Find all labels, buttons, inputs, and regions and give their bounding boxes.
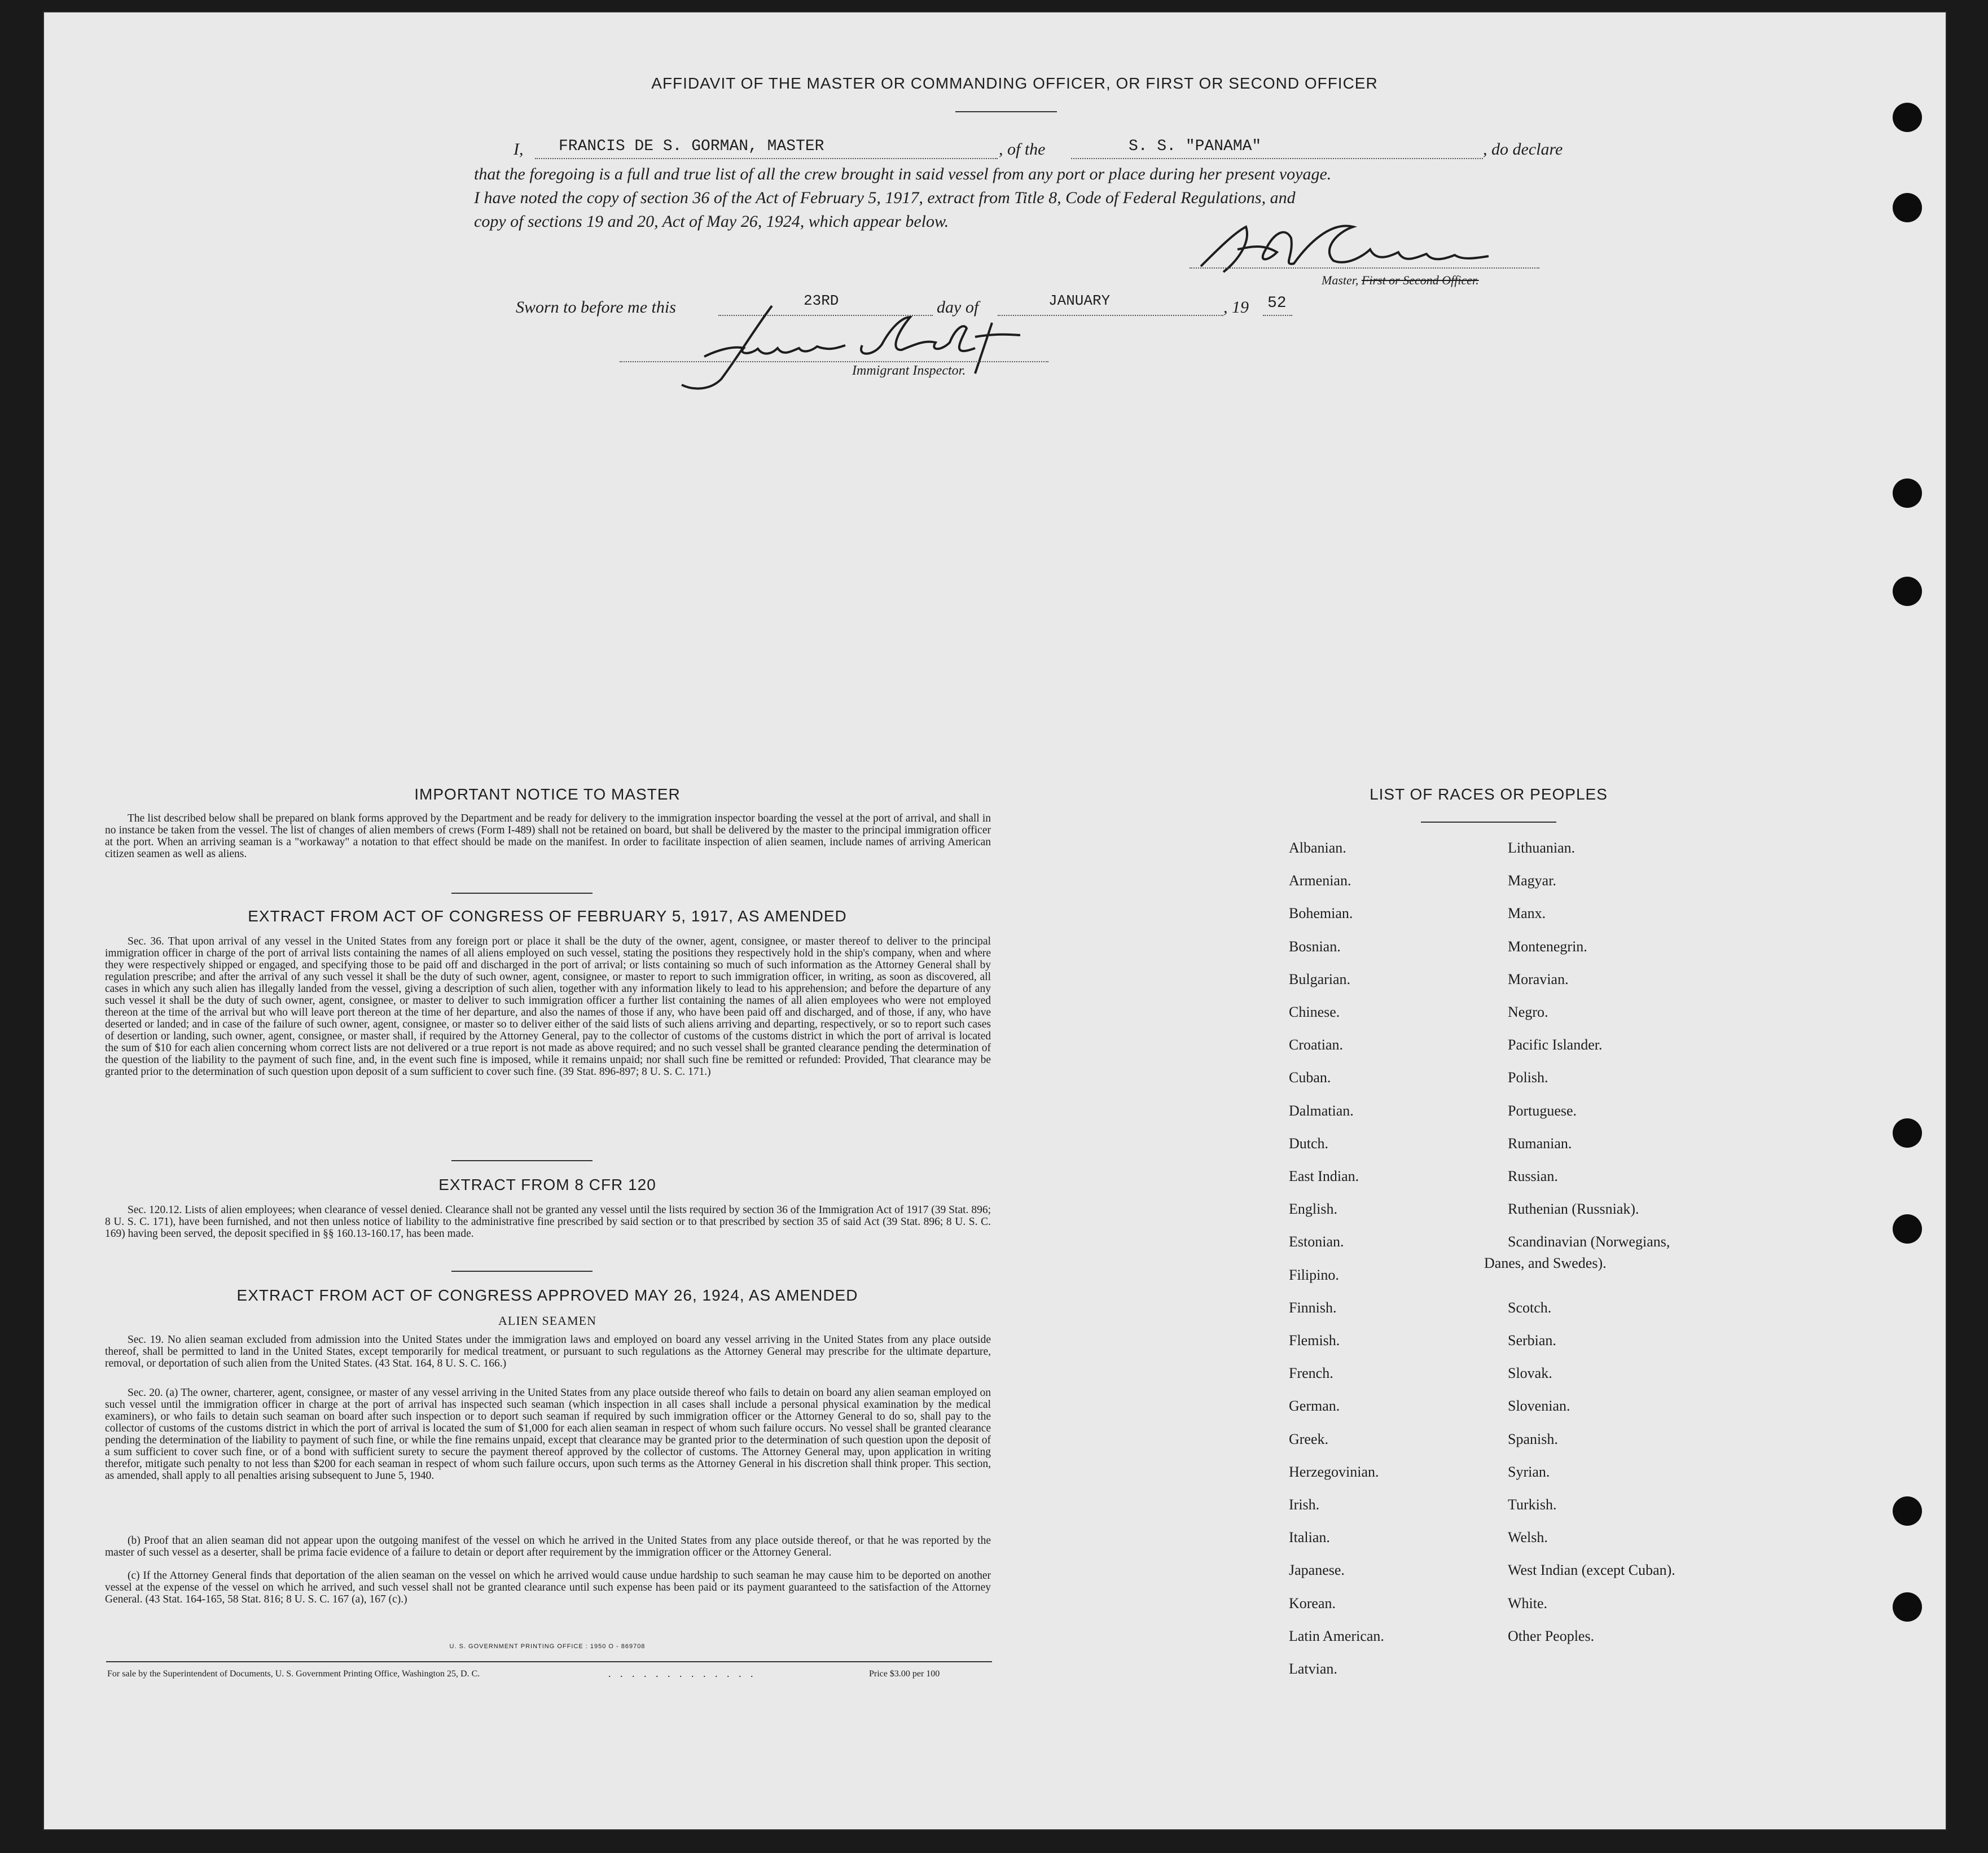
race-item: Scotch. xyxy=(1508,1299,1552,1316)
race-item: Negro. xyxy=(1508,1004,1548,1020)
race-item: Cuban. xyxy=(1289,1069,1331,1086)
sworn-label: Sworn to before me this xyxy=(516,298,676,317)
race-item: Scandinavian (Norwegians, xyxy=(1508,1233,1670,1250)
race-scandinavian-continued: Danes, and Swedes). xyxy=(1484,1255,1607,1271)
race-item: Latvian. xyxy=(1289,1661,1337,1677)
race-item: Bulgarian. xyxy=(1289,971,1351,987)
footer-sale: For sale by the Superintendent of Documents, U. S. Government Printing Office, Washington 25, D. C. xyxy=(107,1669,480,1679)
extract-1924-heading: EXTRACT FROM ACT OF CONGRESS APPROVED MAY 26, 1924, AS AMENDED xyxy=(236,1286,858,1304)
race-item: Manx. xyxy=(1508,905,1546,922)
race-item: Slovak. xyxy=(1508,1365,1552,1382)
punch-hole xyxy=(1893,1214,1922,1244)
race-item: English. xyxy=(1289,1201,1337,1218)
sec-20c-text: (c) If the Attorney General finds that deportation of the alien seaman on the vessel on which he arrived would cause undue hardship to such seaman he may cause him to be deported on another vessel at the expense of the vessel on which he arrived, and such vessel shall not be granted clearance until such expense has been paid or its payment guaranteed to the satisfaction of the Attorney General. (43 Stat. 164-165, 58 Stat. 816; 8 U. S. C. 167 (a), 167 (c).) xyxy=(105,1570,991,1605)
punch-hole xyxy=(1893,478,1922,508)
punch-hole xyxy=(1893,103,1922,132)
race-item: Armenian. xyxy=(1289,872,1351,889)
race-item: Herzegovinian. xyxy=(1289,1463,1379,1480)
race-item: Russian. xyxy=(1508,1168,1558,1184)
document-page xyxy=(44,12,1946,1829)
race-item: Syrian. xyxy=(1508,1463,1550,1480)
race-item: White. xyxy=(1508,1595,1548,1612)
race-item: Estonian. xyxy=(1289,1233,1344,1250)
inspector-signature-line xyxy=(620,361,1048,362)
year-value: 52 xyxy=(1267,295,1287,312)
extract-1917-text: Sec. 36. That upon arrival of any vessel in the United States from any foreign port or place it shall be the duty of the owner, agent, consignee, or master thereof to deliver to the principal immigration officer in charge of the port of arrival lists containing the names of all aliens employed on such vessel, stating the positions they respectively hold in the ship's company, when and where they were respectively shipped or engaged, and specifying those to be paid off and discharged in the port of arrival; or lists containing so much of such information as the Attorney General shall by regulation prescribe; and after the arrival of any such vessel it shall be the duty of such owner, agent, consignee, or master to report to such immigration officer, in writing, as soon as discovered, all cases in which any such alien has illegally landed from the vessel, giving a description of such alien, together with any information likely to lead to his apprehension; and before the departure of any such vessel it shall be the duty of such owner, agent, consignee, or master to deliver to such immigration officer a further list containing the names of all alien employees who were not employed thereon at the time of the arrival but who will leave port thereon at the time of her departure, and also the names of those if any, who have been paid off and discharged, and of those, if any, who have deserted or landed; and in case of the failure of such owner, agent, consignee, or master so to deliver either of the said lists of such aliens arriving and departing, respectively, or so to report such cases of desertion or landing, such owner, agent, consignee, or master shall, if required by the Attorney General, pay to the collector of customs of the customs district in which the port of arrival is located the sum of $10 for each alien concerning whom correct lists are not delivered or a true report is not made as above required; and no such vessel shall be granted clearance pending the determination of the question of the liability to the payment of such fine, and, in the event such fine is imposed, while it remains unpaid; nor shall such fine be remitted or refunded: Provided, That clearance may be granted prior to the determination of such question upon deposit of a sum sufficient to cover such fine. (39 Stat. 896-897; 8 U. S. C. 171.) xyxy=(105,936,991,1078)
inspector-signature xyxy=(659,295,1088,396)
punch-hole xyxy=(1893,577,1922,606)
race-item: East Indian. xyxy=(1289,1168,1359,1184)
race-item: Japanese. xyxy=(1289,1562,1345,1579)
day-of-label: day of xyxy=(937,298,979,317)
sec-20b-text: (b) Proof that an alien seaman did not appear upon the outgoing manifest of the vessel on which he arrived in the United States from any place outside thereof, or that he was reported by the master of such vessel as a deserter, shall be prima facie evidence of a failure to detain or deport after requirement by the immigration officer or the Attorney General. xyxy=(105,1535,991,1558)
race-item: Polish. xyxy=(1508,1069,1548,1086)
cfr-text: Sec. 120.12. Lists of alien employees; when clearance of vessel denied. Clearance shall not be granted any vessel until the lists required by section 36 of the Immigration Act of 1917 (39 Stat. 896; 8 U. S. C. 171), have been furnished, and not then unless notice of liability to the administrative fine prescribed by said section or to that prescribed by section 35 of said Act (39 Stat. 896; 8 U. S. C. 169) having been served, the deposit specified in §§ 160.13-160.17, has been made. xyxy=(105,1204,991,1240)
vessel-line xyxy=(1071,158,1483,159)
master-caption xyxy=(1322,273,1479,288)
race-item: Irish. xyxy=(1289,1496,1320,1513)
section-rule xyxy=(451,893,593,894)
race-item: Finnish. xyxy=(1289,1299,1337,1316)
master-signature-line xyxy=(1190,267,1539,269)
printer-imprint: U. S. GOVERNMENT PRINTING OFFICE : 1950 O - 869708 xyxy=(449,1643,646,1650)
race-item: Spanish. xyxy=(1508,1430,1558,1447)
punch-hole xyxy=(1893,1496,1922,1526)
race-item: Portuguese. xyxy=(1508,1102,1577,1119)
race-item: West Indian (except Cuban). xyxy=(1508,1562,1675,1579)
race-item: Montenegrin. xyxy=(1508,938,1587,955)
race-item: Greek. xyxy=(1289,1430,1329,1447)
races-heading: LIST OF RACES OR PEOPLES xyxy=(1370,785,1608,803)
race-item: Lithuanian. xyxy=(1508,840,1576,856)
do-declare-label: , do declare xyxy=(1483,140,1563,159)
extract-1917-heading: EXTRACT FROM ACT OF CONGRESS OF FEBRUARY 5, 1917, AS AMENDED xyxy=(248,907,847,925)
affidavit-line-3: I have noted the copy of section 36 of the Act of February 5, 1917, extract from Title 8, Code of Federal Regulations, and xyxy=(474,188,1296,207)
race-item: Dutch. xyxy=(1289,1135,1329,1152)
race-item: Bohemian. xyxy=(1289,905,1353,922)
race-item: Magyar. xyxy=(1508,872,1556,889)
notice-heading: IMPORTANT NOTICE TO MASTER xyxy=(414,785,681,803)
race-item: Filipino. xyxy=(1289,1266,1339,1283)
footer-rule xyxy=(106,1661,992,1662)
master-caption-prefix: Master, xyxy=(1322,273,1359,287)
day-value: 23RD xyxy=(804,292,839,309)
race-item: Korean. xyxy=(1289,1595,1336,1612)
race-item: Rumanian. xyxy=(1508,1135,1572,1152)
race-item: Latin American. xyxy=(1289,1627,1384,1644)
race-item: French. xyxy=(1289,1365,1333,1382)
year-prefix: , 19 xyxy=(1223,298,1249,317)
section-rule xyxy=(451,1271,593,1272)
race-item: Croatian. xyxy=(1289,1037,1344,1053)
alien-seamen-subheading: ALIEN SEAMEN xyxy=(498,1314,596,1328)
race-item: Italian. xyxy=(1289,1529,1330,1546)
race-item: Pacific Islander. xyxy=(1508,1037,1603,1053)
sec-19-text: Sec. 19. No alien seaman excluded from admission into the United States under the immigration laws and employed on board any vessel arriving in the United States from any place outside thereof, shall be permitted to land in the United States, except temporarily for medical treatment, or pursuant to such regulations as the Attorney General may prescribe for the ultimate departure, removal, or deportation of such alien from the United States. (43 Stat. 164, 8 U. S. C. 166.) xyxy=(105,1334,991,1369)
notice-text: The list described below shall be prepared on blank forms approved by the Department and be ready for delivery to the immigration inspector boarding the vessel at the port of arrival, and shall in no instance be taken from the vessel. The list of changes of alien members of crews (Form I-489) shall not be retained on board, but shall be delivered by the master to the principal immigration officer at the port. When an arriving seaman is a "workaway" a notation to that effect should be made on the manifest. In order to facilitate inspection of alien seamen, include names of arriving American citizen seamen as well as aliens. xyxy=(105,813,991,860)
race-item: German. xyxy=(1289,1398,1340,1415)
master-caption-struck: First or Second Officer. xyxy=(1361,273,1479,287)
race-item: Albanian. xyxy=(1289,840,1346,856)
declarant-name: FRANCIS DE S. GORMAN, MASTER xyxy=(559,138,824,155)
footer-price: Price $3.00 per 100 xyxy=(869,1669,940,1679)
punch-hole xyxy=(1893,1592,1922,1622)
inspector-caption: Immigrant Inspector. xyxy=(852,363,966,378)
race-item: Moravian. xyxy=(1508,971,1569,987)
race-item: Bosnian. xyxy=(1289,938,1341,955)
declarant-line xyxy=(535,158,998,159)
affidavit-title: AFFIDAVIT OF THE MASTER OR COMMANDING OFFICER, OR FIRST OR SECOND OFFICER xyxy=(651,74,1378,92)
of-the-label: , of the xyxy=(999,140,1046,159)
race-item: Other Peoples. xyxy=(1508,1627,1595,1644)
master-signature xyxy=(1184,210,1500,283)
punch-hole xyxy=(1893,1118,1922,1148)
race-item: Welsh. xyxy=(1508,1529,1548,1546)
race-item: Dalmatian. xyxy=(1289,1102,1354,1119)
punch-hole xyxy=(1893,193,1922,222)
sec-20a-text: Sec. 20. (a) The owner, charterer, agent, consignee, or master of any vessel arriving in the United States from any place outside thereof who fails to detain on board any alien seaman employed on such vessel until the immigration officer in charge at the port of arrival has inspected such seaman (which inspection in all cases shall include a personal physical examination by the medical examiners), or who fails to detain such seaman on board after such inspection or to deport such seaman if required by such immigration officer or the Attorney General to do so, shall pay to the collector of customs of the customs district in which the port of arrival is located the sum of $1,000 for each alien seaman in respect of whom such failure occurs. No vessel shall be granted clearance pending the determination of the liability to payment of such fine, or while the fine remains unpaid, except that clearance may be granted prior to the determination of such question upon the deposit of a sum sufficient to cover such fine, or of a bond with sufficient surety to secure the payment thereof approved by the collector of customs. The Attorney General may, upon application in writing therefor, mitigate such penalty to not less than $200 for each seaman in respect of whom such failure occurs, upon such terms as the Attorney General in his discretion shall think proper. This section, as amended, shall apply to all penalties arising subsequent to June 5, 1940. xyxy=(105,1387,991,1482)
affidavit-i-label: I, xyxy=(514,140,524,159)
section-rule xyxy=(451,1160,593,1161)
month-value: JANUARY xyxy=(1048,292,1111,309)
affidavit-line-4: copy of sections 19 and 20, Act of May 26, 1924, which appear below. xyxy=(474,212,949,231)
race-item: Chinese. xyxy=(1289,1004,1340,1020)
year-line xyxy=(1263,315,1292,316)
vessel-name: S. S. "PANAMA" xyxy=(1129,138,1262,155)
affidavit-line-2: that the foregoing is a full and true list of all the crew brought in said vessel from any port or place during her present voyage. xyxy=(474,165,1332,183)
race-item: Ruthenian (Russniak). xyxy=(1508,1201,1639,1218)
race-item: Flemish. xyxy=(1289,1332,1340,1349)
title-rule xyxy=(955,111,1057,112)
race-item: Turkish. xyxy=(1508,1496,1557,1513)
footer-leader: . . . . . . . . . . . . . xyxy=(608,1668,757,1679)
races-rule xyxy=(1421,822,1556,823)
race-item: Serbian. xyxy=(1508,1332,1556,1349)
race-item: Slovenian. xyxy=(1508,1398,1570,1415)
cfr-heading: EXTRACT FROM 8 CFR 120 xyxy=(438,1176,656,1193)
